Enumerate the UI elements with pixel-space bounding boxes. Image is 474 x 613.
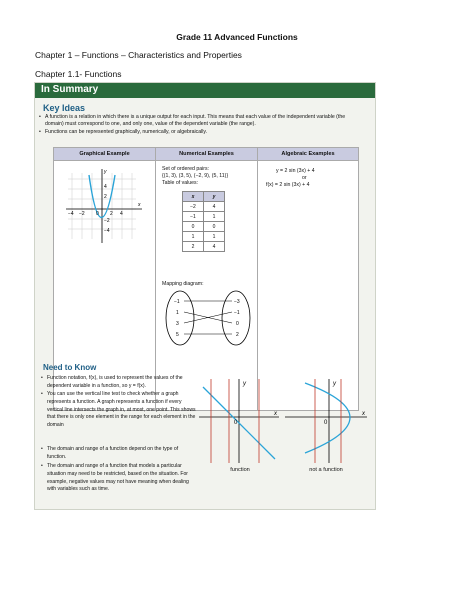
need-2: • You can use the vertical line test to check whether a graph represents a function. A graph represents a function if every vertical line intersects the graph in, at most, one point. This shows that there is only one element in the range for each element in the domain (47, 391, 197, 430)
parabola-graph (62, 165, 148, 245)
map-right-1: −3 (234, 299, 240, 305)
need-to-know-title: Need to Know (43, 363, 97, 372)
map-right-2: −1 (234, 310, 240, 316)
function-caption: function (230, 467, 250, 473)
tick-x-neg2: −2 (79, 211, 85, 217)
algebraic-line-2: f(x) = 2 sin (3x) + 4 (266, 182, 310, 188)
need-3: • The domain and range of a function depend on the type of function. (47, 446, 197, 462)
ordered-pairs: {(1, 3), (3, 5), (−2, 9), (5, 11)} (162, 173, 229, 179)
tick-y-4: 4 (104, 184, 107, 190)
ordered-pairs-label: Set of ordered pairs: (162, 166, 210, 172)
examples-table (53, 147, 359, 411)
graph3-y-label: y (333, 381, 336, 387)
graph2-y-label: y (243, 381, 246, 387)
tick-x-neg4: −4 (68, 211, 74, 217)
graph2-origin: 0 (234, 420, 238, 426)
summary-panel (34, 82, 376, 510)
axis-x-label: x (138, 202, 141, 208)
graph3-origin: 0 (324, 420, 328, 426)
header-numerical: Numerical Examples (156, 148, 257, 160)
need-1: • Function notation, f(x), is used to represent the values of the dependent variable in a function, so y = f(x). (47, 375, 197, 391)
key-idea-1: • A function is a relation in which there is a unique output for each input. This means that each value of the independent variable (the domain) must correspond to one, and only one, value of the dependent variable (the range). (45, 114, 365, 128)
tick-y-neg4: −4 (104, 228, 110, 234)
axis-y-label: y (104, 169, 107, 175)
header-algebraic: Algebraic Examples (258, 148, 358, 160)
mapping-label: Mapping diagram: (162, 281, 204, 287)
tick-y-neg2: −2 (104, 218, 110, 224)
graph3-x-label: x (362, 411, 365, 417)
need-4: • The domain and range of a function that models a particular situation may need to be restricted, based on the situation. For example, negative values may not have meaning when dealing with variables such as time. (47, 463, 197, 494)
map-left-3: 3 (176, 321, 179, 327)
tick-x-4: 4 (120, 211, 123, 217)
summary-header-bar (35, 83, 375, 98)
map-left-1: −1 (174, 299, 180, 305)
map-right-4: 2 (236, 332, 239, 338)
document-title: Grade 11 Advanced Functions (176, 32, 298, 42)
function-graph (199, 377, 281, 465)
tick-y-2: 2 (104, 194, 107, 200)
mapping-diagram (162, 288, 254, 348)
not-function-caption: not a function (309, 467, 343, 473)
algebraic-or: or (302, 175, 307, 181)
algebraic-line-1: y = 2 sin (3x) + 4 (276, 168, 315, 174)
graph2-x-label: x (274, 411, 277, 417)
key-idea-2: • Functions can be represented graphically, numerically, or algebraically. (45, 129, 365, 136)
table-values-label: Table of values: (162, 180, 199, 186)
chapter-heading: Chapter 1 – Functions – Characteristics and Properties (35, 50, 242, 60)
tick-x-2: 2 (110, 211, 113, 217)
map-right-3: 0 (236, 321, 239, 327)
key-ideas-title: Key Ideas (43, 103, 86, 113)
map-left-4: 5 (176, 332, 179, 338)
not-function-graph (285, 377, 369, 465)
header-graphical: Graphical Example (54, 148, 155, 160)
section-heading: Chapter 1.1- Functions (35, 69, 122, 79)
map-left-2: 1 (176, 310, 179, 316)
values-table: x y −2 4 −1 1 0 0 1 1 2 4 (182, 191, 225, 252)
summary-header: In Summary (41, 84, 99, 95)
tick-origin: 0 (96, 211, 99, 217)
